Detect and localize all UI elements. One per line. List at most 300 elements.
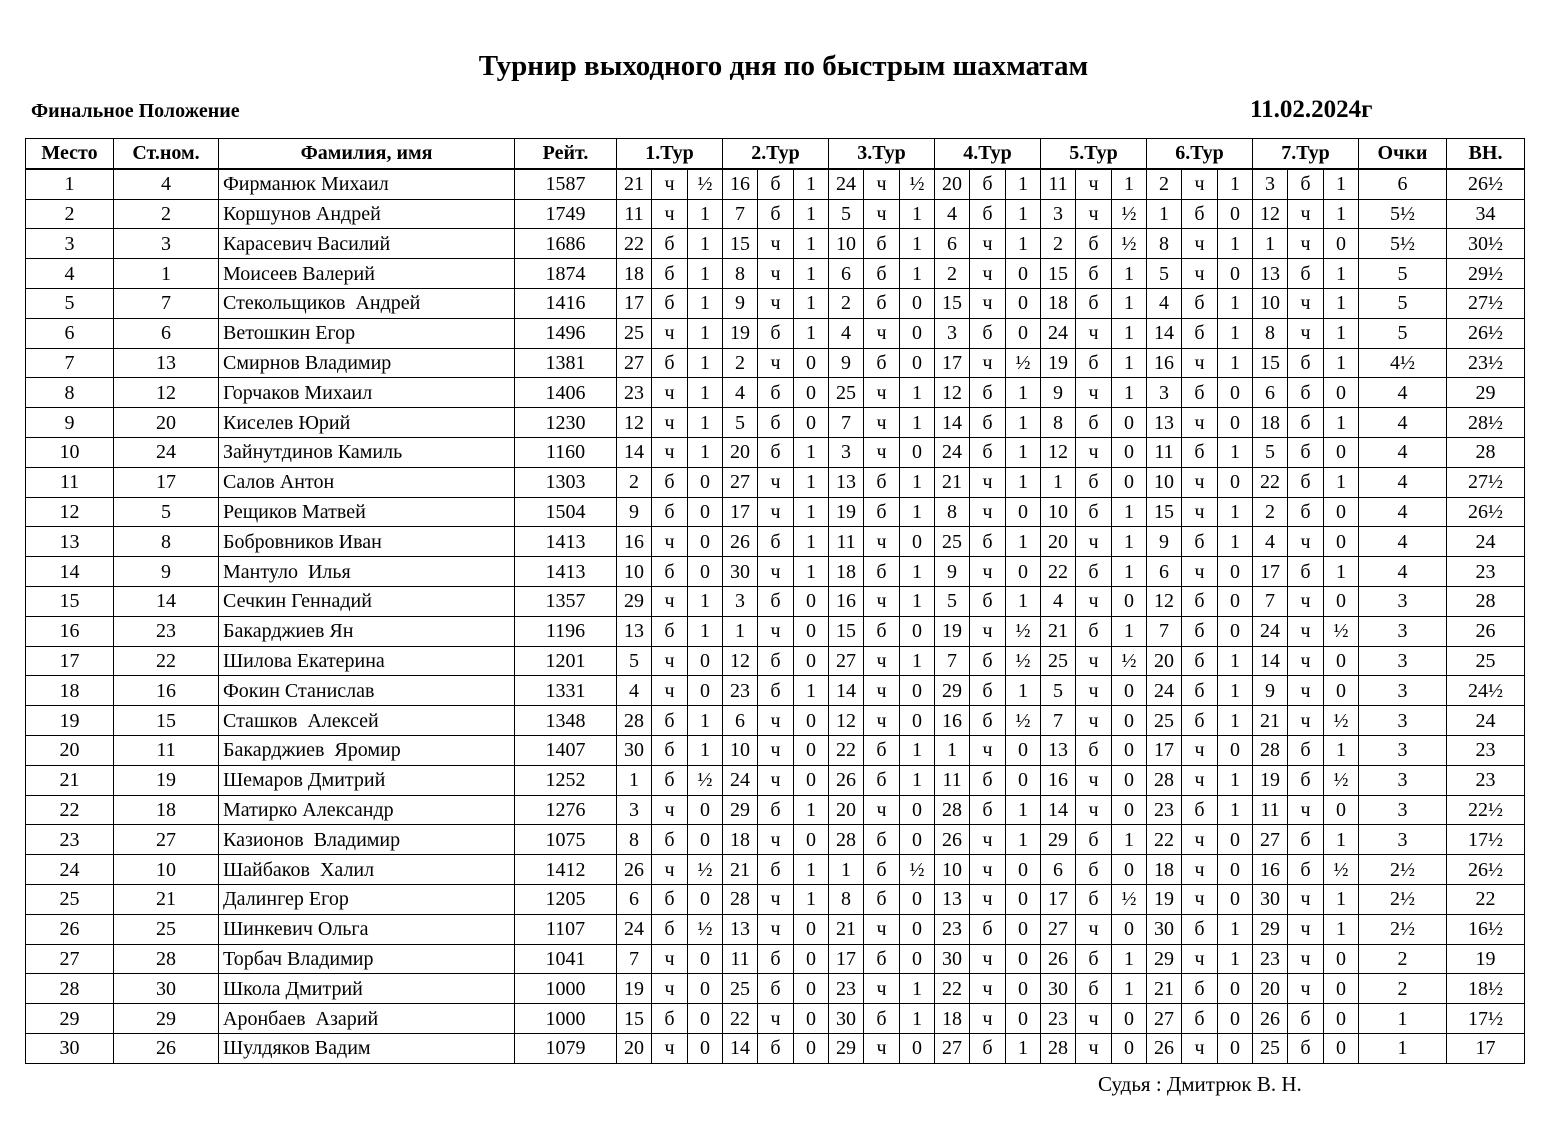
- opponent-cell: 2: [1041, 229, 1076, 259]
- result-cell: 0: [794, 586, 829, 616]
- opponent-cell: 29: [1253, 914, 1288, 944]
- header-place: Место: [26, 139, 114, 169]
- color-cell: ч: [1182, 497, 1218, 527]
- result-cell: 1: [900, 229, 935, 259]
- result-cell: 0: [900, 288, 935, 318]
- color-cell: б: [1182, 199, 1218, 229]
- opponent-cell: 6: [829, 259, 864, 289]
- result-cell: 1: [688, 735, 723, 765]
- opponent-cell: 2: [617, 467, 652, 497]
- date-label: 11.02.2024г: [1250, 96, 1373, 123]
- rating-cell: 1874: [515, 259, 617, 289]
- color-cell: б: [1182, 437, 1218, 467]
- tiebreak-cell: 17½: [1447, 825, 1525, 855]
- color-cell: ч: [1288, 288, 1324, 318]
- opponent-cell: 4: [723, 378, 758, 408]
- result-cell: 1: [1324, 557, 1359, 587]
- opponent-cell: 21: [935, 467, 970, 497]
- start-no-cell: 7: [114, 288, 219, 318]
- result-cell: 1: [1006, 169, 1041, 199]
- start-no-cell: 3: [114, 229, 219, 259]
- player-name-cell: Фокин Станислав: [219, 676, 515, 706]
- opponent-cell: 9: [829, 348, 864, 378]
- points-cell: 3: [1359, 795, 1447, 825]
- opponent-cell: 27: [1253, 825, 1288, 855]
- result-cell: 0: [688, 497, 723, 527]
- opponent-cell: 23: [1041, 1004, 1076, 1034]
- start-no-cell: 19: [114, 765, 219, 795]
- color-cell: б: [758, 408, 794, 438]
- result-cell: 1: [1112, 348, 1147, 378]
- color-cell: ч: [1182, 557, 1218, 587]
- color-cell: ч: [1076, 706, 1112, 736]
- tiebreak-cell: 22: [1447, 884, 1525, 914]
- table-row: [26, 944, 1525, 974]
- color-cell: ч: [1076, 646, 1112, 676]
- opponent-cell: 1: [1041, 467, 1076, 497]
- color-cell: б: [1076, 229, 1112, 259]
- result-cell: 0: [1006, 557, 1041, 587]
- opponent-cell: 21: [723, 855, 758, 885]
- opponent-cell: 15: [1147, 497, 1182, 527]
- result-cell: 0: [1006, 855, 1041, 885]
- result-cell: 1: [900, 378, 935, 408]
- rating-cell: 1107: [515, 914, 617, 944]
- opponent-cell: 20: [617, 1033, 652, 1063]
- opponent-cell: 2: [723, 348, 758, 378]
- result-cell: 1: [900, 557, 935, 587]
- opponent-cell: 12: [1147, 586, 1182, 616]
- result-cell: 0: [688, 795, 723, 825]
- opponent-cell: 29: [1041, 825, 1076, 855]
- result-cell: 0: [1218, 467, 1253, 497]
- place-cell: 24: [26, 855, 114, 885]
- result-cell: 1: [1218, 527, 1253, 557]
- opponent-cell: 25: [829, 378, 864, 408]
- opponent-cell: 6: [935, 229, 970, 259]
- color-cell: ч: [652, 586, 688, 616]
- result-cell: ½: [1112, 199, 1147, 229]
- opponent-cell: 20: [935, 169, 970, 199]
- start-no-cell: 1: [114, 259, 219, 289]
- points-cell: 6: [1359, 169, 1447, 199]
- color-cell: ч: [970, 259, 1006, 289]
- place-cell: 30: [26, 1033, 114, 1063]
- result-cell: 1: [1112, 497, 1147, 527]
- points-cell: 4: [1359, 437, 1447, 467]
- start-no-cell: 10: [114, 855, 219, 885]
- place-cell: 26: [26, 914, 114, 944]
- opponent-cell: 24: [617, 914, 652, 944]
- color-cell: ч: [1182, 169, 1218, 199]
- color-cell: б: [652, 616, 688, 646]
- result-cell: 1: [1112, 378, 1147, 408]
- place-cell: 27: [26, 944, 114, 974]
- result-cell: 1: [688, 378, 723, 408]
- place-cell: 15: [26, 586, 114, 616]
- color-cell: ч: [652, 646, 688, 676]
- result-cell: 1: [900, 199, 935, 229]
- opponent-cell: 20: [829, 795, 864, 825]
- color-cell: б: [1182, 318, 1218, 348]
- tiebreak-cell: 17½: [1447, 1004, 1525, 1034]
- color-cell: ч: [1182, 735, 1218, 765]
- color-cell: б: [1182, 914, 1218, 944]
- start-no-cell: 23: [114, 616, 219, 646]
- color-cell: б: [970, 914, 1006, 944]
- color-cell: б: [758, 318, 794, 348]
- result-cell: 0: [1112, 437, 1147, 467]
- opponent-cell: 17: [1041, 884, 1076, 914]
- opponent-cell: 24: [935, 437, 970, 467]
- opponent-cell: 5: [723, 408, 758, 438]
- color-cell: б: [864, 467, 900, 497]
- rating-cell: 1303: [515, 467, 617, 497]
- start-no-cell: 16: [114, 676, 219, 706]
- result-cell: 0: [794, 735, 829, 765]
- result-cell: 0: [1218, 259, 1253, 289]
- color-cell: ч: [970, 557, 1006, 587]
- result-cell: 0: [900, 825, 935, 855]
- color-cell: б: [652, 706, 688, 736]
- opponent-cell: 1: [935, 735, 970, 765]
- color-cell: б: [970, 527, 1006, 557]
- color-cell: б: [1182, 527, 1218, 557]
- result-cell: 1: [1324, 884, 1359, 914]
- opponent-cell: 14: [1253, 646, 1288, 676]
- rating-cell: 1413: [515, 557, 617, 587]
- result-cell: 1: [794, 229, 829, 259]
- opponent-cell: 4: [1147, 288, 1182, 318]
- opponent-cell: 12: [1253, 199, 1288, 229]
- result-cell: 1: [900, 646, 935, 676]
- result-cell: 0: [1324, 378, 1359, 408]
- result-cell: 1: [1218, 914, 1253, 944]
- color-cell: ч: [970, 348, 1006, 378]
- color-cell: б: [970, 169, 1006, 199]
- color-cell: ч: [1182, 348, 1218, 378]
- result-cell: 1: [794, 884, 829, 914]
- color-cell: б: [1182, 706, 1218, 736]
- opponent-cell: 28: [1253, 735, 1288, 765]
- color-cell: ч: [1182, 1033, 1218, 1063]
- color-cell: б: [864, 884, 900, 914]
- result-cell: 1: [1112, 557, 1147, 587]
- result-cell: 0: [1006, 318, 1041, 348]
- header-tiebreak: ВН.: [1447, 139, 1525, 169]
- place-cell: 14: [26, 557, 114, 587]
- table-row: [26, 676, 1525, 706]
- result-cell: 1: [900, 259, 935, 289]
- opponent-cell: 12: [935, 378, 970, 408]
- opponent-cell: 15: [1253, 348, 1288, 378]
- color-cell: б: [758, 437, 794, 467]
- opponent-cell: 19: [1147, 884, 1182, 914]
- color-cell: б: [1076, 348, 1112, 378]
- color-cell: б: [1288, 408, 1324, 438]
- color-cell: б: [1288, 735, 1324, 765]
- result-cell: 0: [1218, 616, 1253, 646]
- color-cell: б: [652, 259, 688, 289]
- place-cell: 22: [26, 795, 114, 825]
- opponent-cell: 28: [829, 825, 864, 855]
- opponent-cell: 25: [1147, 706, 1182, 736]
- color-cell: б: [1076, 259, 1112, 289]
- start-no-cell: 30: [114, 974, 219, 1004]
- color-cell: б: [970, 676, 1006, 706]
- opponent-cell: 22: [1253, 467, 1288, 497]
- color-cell: ч: [758, 884, 794, 914]
- opponent-cell: 21: [1041, 616, 1076, 646]
- result-cell: 1: [1218, 795, 1253, 825]
- points-cell: 2½: [1359, 855, 1447, 885]
- result-cell: ½: [900, 169, 935, 199]
- color-cell: б: [758, 586, 794, 616]
- opponent-cell: 1: [1253, 229, 1288, 259]
- opponent-cell: 5: [1253, 437, 1288, 467]
- opponent-cell: 6: [1253, 378, 1288, 408]
- color-cell: б: [1288, 1033, 1324, 1063]
- opponent-cell: 27: [935, 1033, 970, 1063]
- header-name: Фамилия, имя: [219, 139, 515, 169]
- color-cell: ч: [1076, 914, 1112, 944]
- color-cell: ч: [1076, 765, 1112, 795]
- tiebreak-cell: 16½: [1447, 914, 1525, 944]
- opponent-cell: 10: [723, 735, 758, 765]
- table-row: [26, 348, 1525, 378]
- table-row: [26, 1033, 1525, 1063]
- opponent-cell: 19: [829, 497, 864, 527]
- points-cell: 3: [1359, 706, 1447, 736]
- color-cell: ч: [1076, 169, 1112, 199]
- tiebreak-cell: 18½: [1447, 974, 1525, 1004]
- opponent-cell: 10: [935, 855, 970, 885]
- opponent-cell: 18: [1041, 288, 1076, 318]
- result-cell: 0: [794, 616, 829, 646]
- tiebreak-cell: 26½: [1447, 855, 1525, 885]
- opponent-cell: 18: [1253, 408, 1288, 438]
- header-points: Очки: [1359, 139, 1447, 169]
- color-cell: ч: [758, 288, 794, 318]
- color-cell: ч: [758, 706, 794, 736]
- tiebreak-cell: 29: [1447, 378, 1525, 408]
- table-row: [26, 229, 1525, 259]
- result-cell: ½: [1006, 616, 1041, 646]
- place-cell: 28: [26, 974, 114, 1004]
- rating-cell: 1205: [515, 884, 617, 914]
- result-cell: 0: [900, 795, 935, 825]
- opponent-cell: 24: [723, 765, 758, 795]
- rating-cell: 1407: [515, 735, 617, 765]
- color-cell: ч: [652, 527, 688, 557]
- points-cell: 5½: [1359, 199, 1447, 229]
- color-cell: б: [970, 646, 1006, 676]
- start-no-cell: 29: [114, 1004, 219, 1034]
- color-cell: б: [1076, 467, 1112, 497]
- result-cell: 0: [1324, 646, 1359, 676]
- opponent-cell: 7: [829, 408, 864, 438]
- result-cell: ½: [688, 169, 723, 199]
- result-cell: 0: [1218, 884, 1253, 914]
- result-cell: 1: [1006, 795, 1041, 825]
- opponent-cell: 27: [1041, 914, 1076, 944]
- color-cell: б: [758, 378, 794, 408]
- result-cell: ½: [900, 855, 935, 885]
- player-name-cell: Коршунов Андрей: [219, 199, 515, 229]
- tiebreak-cell: 26½: [1447, 169, 1525, 199]
- color-cell: ч: [864, 527, 900, 557]
- opponent-cell: 18: [1147, 855, 1182, 885]
- result-cell: 1: [688, 706, 723, 736]
- opponent-cell: 2: [829, 288, 864, 318]
- result-cell: 1: [1006, 378, 1041, 408]
- color-cell: ч: [758, 616, 794, 646]
- color-cell: б: [970, 586, 1006, 616]
- opponent-cell: 12: [723, 646, 758, 676]
- color-cell: б: [864, 855, 900, 885]
- opponent-cell: 17: [1147, 735, 1182, 765]
- opponent-cell: 8: [617, 825, 652, 855]
- color-cell: б: [1288, 497, 1324, 527]
- color-cell: ч: [652, 974, 688, 1004]
- results-table: [25, 138, 1525, 1064]
- rating-cell: 1000: [515, 974, 617, 1004]
- result-cell: 0: [900, 348, 935, 378]
- result-cell: 0: [1324, 229, 1359, 259]
- result-cell: 1: [794, 169, 829, 199]
- color-cell: б: [1076, 497, 1112, 527]
- opponent-cell: 18: [723, 825, 758, 855]
- opponent-cell: 6: [1147, 557, 1182, 587]
- result-cell: 0: [794, 1004, 829, 1034]
- start-no-cell: 17: [114, 467, 219, 497]
- tiebreak-cell: 24½: [1447, 676, 1525, 706]
- opponent-cell: 6: [723, 706, 758, 736]
- opponent-cell: 20: [1253, 974, 1288, 1004]
- table-row: [26, 765, 1525, 795]
- result-cell: 1: [794, 855, 829, 885]
- color-cell: ч: [970, 288, 1006, 318]
- color-cell: ч: [970, 616, 1006, 646]
- result-cell: 1: [794, 676, 829, 706]
- table-row: [26, 557, 1525, 587]
- result-cell: ½: [1324, 855, 1359, 885]
- result-cell: 1: [1218, 229, 1253, 259]
- opponent-cell: 28: [723, 884, 758, 914]
- rating-cell: 1587: [515, 169, 617, 199]
- result-cell: 0: [1006, 288, 1041, 318]
- opponent-cell: 13: [935, 884, 970, 914]
- player-name-cell: Моисеев Валерий: [219, 259, 515, 289]
- player-name-cell: Смирнов Владимир: [219, 348, 515, 378]
- opponent-cell: 20: [1147, 646, 1182, 676]
- color-cell: б: [864, 229, 900, 259]
- start-no-cell: 9: [114, 557, 219, 587]
- result-cell: 1: [1218, 676, 1253, 706]
- opponent-cell: 15: [617, 1004, 652, 1034]
- player-name-cell: Горчаков Михаил: [219, 378, 515, 408]
- color-cell: ч: [864, 795, 900, 825]
- color-cell: ч: [970, 974, 1006, 1004]
- color-cell: б: [970, 378, 1006, 408]
- tiebreak-cell: 24: [1447, 706, 1525, 736]
- opponent-cell: 22: [1147, 825, 1182, 855]
- rating-cell: 1252: [515, 765, 617, 795]
- result-cell: 0: [1112, 795, 1147, 825]
- result-cell: 0: [1218, 974, 1253, 1004]
- opponent-cell: 30: [617, 735, 652, 765]
- color-cell: ч: [1182, 259, 1218, 289]
- result-cell: ½: [1324, 765, 1359, 795]
- color-cell: б: [652, 288, 688, 318]
- color-cell: б: [1288, 855, 1324, 885]
- color-cell: б: [758, 646, 794, 676]
- opponent-cell: 28: [935, 795, 970, 825]
- result-cell: 1: [1324, 408, 1359, 438]
- opponent-cell: 5: [1147, 259, 1182, 289]
- color-cell: б: [758, 169, 794, 199]
- color-cell: ч: [970, 825, 1006, 855]
- player-name-cell: Школа Дмитрий: [219, 974, 515, 1004]
- result-cell: 0: [1324, 527, 1359, 557]
- color-cell: ч: [758, 765, 794, 795]
- color-cell: ч: [864, 586, 900, 616]
- result-cell: 1: [794, 557, 829, 587]
- player-name-cell: Фирманюк Михаил: [219, 169, 515, 199]
- result-cell: 0: [1324, 944, 1359, 974]
- opponent-cell: 25: [723, 974, 758, 1004]
- result-cell: 1: [794, 497, 829, 527]
- opponent-cell: 15: [723, 229, 758, 259]
- table-row: [26, 914, 1525, 944]
- place-cell: 21: [26, 765, 114, 795]
- result-cell: ½: [1006, 348, 1041, 378]
- player-name-cell: Сечкин Геннадий: [219, 586, 515, 616]
- results-body: [26, 169, 1525, 1063]
- result-cell: 0: [794, 378, 829, 408]
- table-row: [26, 318, 1525, 348]
- result-cell: 0: [900, 1033, 935, 1063]
- color-cell: ч: [652, 676, 688, 706]
- opponent-cell: 7: [935, 646, 970, 676]
- opponent-cell: 3: [1041, 199, 1076, 229]
- color-cell: ч: [970, 735, 1006, 765]
- player-name-cell: Карасевич Василий: [219, 229, 515, 259]
- result-cell: 0: [1324, 795, 1359, 825]
- result-cell: ½: [688, 765, 723, 795]
- points-cell: 3: [1359, 735, 1447, 765]
- header-round-6: 6.Тур: [1147, 139, 1253, 169]
- color-cell: ч: [864, 706, 900, 736]
- result-cell: 1: [1006, 825, 1041, 855]
- place-cell: 17: [26, 646, 114, 676]
- result-cell: 0: [688, 1033, 723, 1063]
- color-cell: б: [758, 944, 794, 974]
- table-row: [26, 437, 1525, 467]
- color-cell: ч: [1076, 437, 1112, 467]
- opponent-cell: 22: [723, 1004, 758, 1034]
- points-cell: 5½: [1359, 229, 1447, 259]
- color-cell: ч: [652, 437, 688, 467]
- opponent-cell: 9: [935, 557, 970, 587]
- opponent-cell: 10: [1041, 497, 1076, 527]
- header-rating: Рейт.: [515, 139, 617, 169]
- color-cell: б: [864, 616, 900, 646]
- color-cell: ч: [1288, 527, 1324, 557]
- color-cell: ч: [1288, 318, 1324, 348]
- color-cell: б: [652, 914, 688, 944]
- opponent-cell: 17: [1253, 557, 1288, 587]
